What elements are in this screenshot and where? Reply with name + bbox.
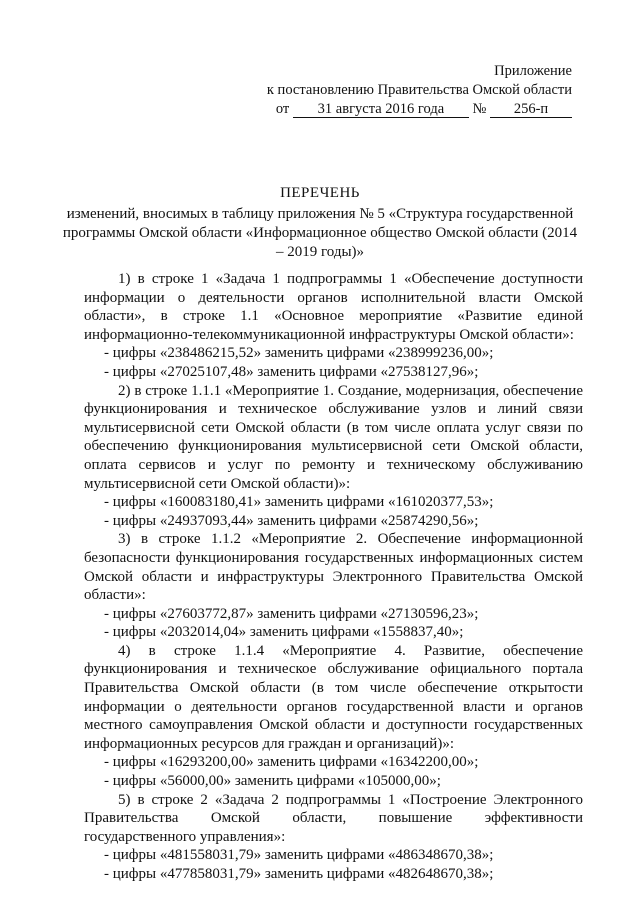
list-item: 3) в строке 1.1.2 «Мероприятие 2. Обеспечение информационной безопасности функционирования государственных информационных систем Омской области и инфраструктуры Электронного Правительства Омской области»: xyxy=(84,531,583,604)
list-item: 1) в строке 1 «Задача 1 подпрограммы 1 «Обеспечение доступности информации о деятельности органов исполнительной власти Омской области», в строке 1.1 «Основное мероприятие «Развитие единой информационно-телекоммуникационной инфраструктуры Омской области»: xyxy=(84,271,583,343)
list-subitem: - цифры «27025107,48» заменить цифрами «27538127,96»; xyxy=(104,363,479,380)
list-subitem: - цифры «27603772,87» заменить цифрами «27130596,23»; xyxy=(104,605,479,622)
appendix-label: Приложение xyxy=(494,63,572,79)
number-prefix: № xyxy=(472,101,487,117)
list-subitem: - цифры «160083180,41» заменить цифрами «161020377,53»; xyxy=(104,494,494,511)
list-subitem: - цифры «238486215,52» заменить цифрами «238999236,00»; xyxy=(104,345,494,362)
appendix-header xyxy=(267,62,572,119)
decree-number: 256-п xyxy=(490,102,572,118)
decree-date: 31 августа 2016 года xyxy=(293,102,469,118)
changes-list xyxy=(84,270,583,884)
list-subitem: - цифры «2032014,04» заменить цифрами «1558837,40»; xyxy=(104,624,464,641)
list-subitem: - цифры «24937093,44» заменить цифрами «25874290,56»; xyxy=(104,512,479,529)
list-subitem: - цифры «481558031,79» заменить цифрами «486348670,38»; xyxy=(104,847,494,864)
decree-date-line xyxy=(267,100,572,119)
date-prefix: от xyxy=(275,101,290,117)
decree-reference: к постановлению Правительства Омской области xyxy=(266,82,572,98)
list-subitem: - цифры «16293200,00» заменить цифрами «16342200,00»; xyxy=(104,754,479,771)
list-item: 5) в строке 2 «Задача 2 подпрограммы 1 «Построение Электронного Правительства Омской области, повышение эффективности государственного управления»: xyxy=(84,791,583,845)
document-title xyxy=(60,184,580,262)
list-subitem: - цифры «56000,00» заменить цифрами «105000,00»; xyxy=(104,773,441,790)
title-heading: ПЕРЕЧЕНЬ xyxy=(280,185,360,201)
list-item: 4) в строке 1.1.4 «Мероприятие 4. Развитие, обеспечение функционирования и техническое обслуживание официального портала Правительства Омской области (в том числе обеспечение открытости информации о деятельности органов государственной власти и органов местного самоуправления Омской области и доступности государственных информационных ресурсов для граждан и организаций)»: xyxy=(84,642,583,752)
title-subheading: изменений, вносимых в таблицу приложения № 5 «Структура государственной программы Омской области «Информационное общество Омской области (2014 – 2019 годы)» xyxy=(62,206,578,260)
list-item: 2) в строке 1.1.1 «Мероприятие 1. Создание, модернизация, обеспечение функционирования и техническое обслуживание узлов и линий связи мультисервисной сети Омской области (в том числе оплата услуг связи по обеспечению функционирования мультисервисной сети Омской области, оплата сервисов и услуг по ремонту и техническому обслуживанию мультисервисной сети Омской области)»: xyxy=(84,382,583,492)
list-subitem: - цифры «477858031,79» заменить цифрами «482648670,38»; xyxy=(104,866,494,882)
